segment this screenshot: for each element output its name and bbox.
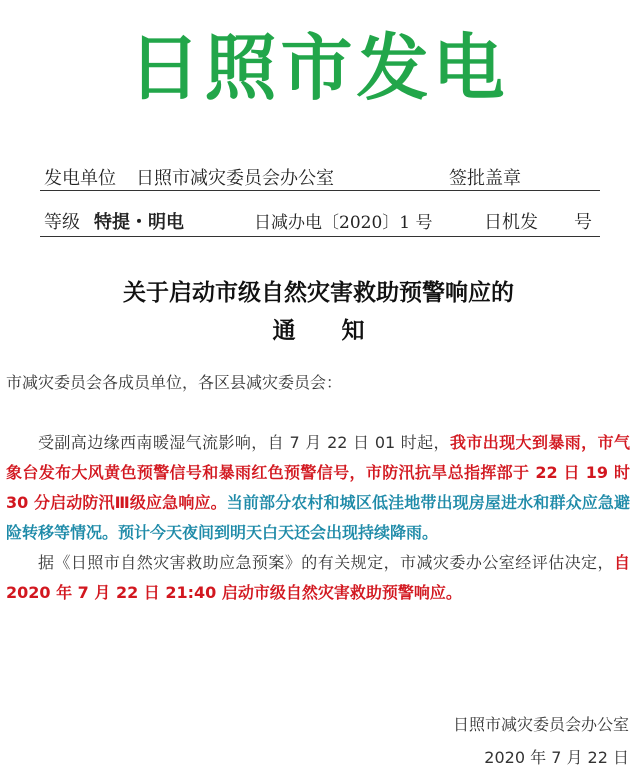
doc-number: 日减办电〔2020〕1 号 [254,213,433,233]
paragraph-2 [6,548,630,608]
header-rule-top [40,190,600,191]
notice-body [6,368,630,608]
signature-date: 2020 年 7 月 22 日 [484,748,629,767]
notice-title-line2: 通 知 [272,317,365,344]
approval-label: 签批盖章 [449,168,521,189]
issuer-label: 发电单位 [44,168,116,189]
notice-title-line1: 关于启动市级自然灾害救助预警响应的 [123,279,514,306]
document-banner-title: 日照市发电 [128,26,509,110]
issuer-name: 日照市减灾委员会办公室 [136,168,334,189]
p2-red-text: 自 2020 年 7 月 22 日 21:40 启动市级自然灾害救助预警响应。 [6,553,630,602]
salutation: 市减灾委员会各成员单位，各区县减灾委员会： [6,373,343,392]
p1-red-text: 我市出现大到暴雨，市气象台发布大风黄色预警信号和暴雨红色预警信号，市防汛抗旱总指挥部于 22 日 19 时 30 分启动防汛Ⅲ级应急响应。 [6,433,630,512]
level-value: 特提・明电 [94,212,184,233]
p2-normal-text: 据《日照市自然灾害救助应急预案》的有关规定，市减灾委办公室经评估决定， [38,553,614,572]
header-rule-bottom [40,236,600,237]
level-label: 等级 [44,212,80,233]
p1-blue-text: 当前部分农村和城区低洼地带出现房屋进水和群众应急避险转移等情况。预计今天夜间到明天白天还会出现持续降雨。 [6,493,630,542]
signature-org: 日照市减灾委员会办公室 [452,715,629,734]
machine-label: 日机发 [484,212,538,233]
machine-suffix: 号 [574,212,592,233]
p1-normal-text: 受副高边缘西南暖湿气流影响，自 7 月 22 日 01 时起， [38,433,450,452]
paragraph-1 [6,428,630,548]
